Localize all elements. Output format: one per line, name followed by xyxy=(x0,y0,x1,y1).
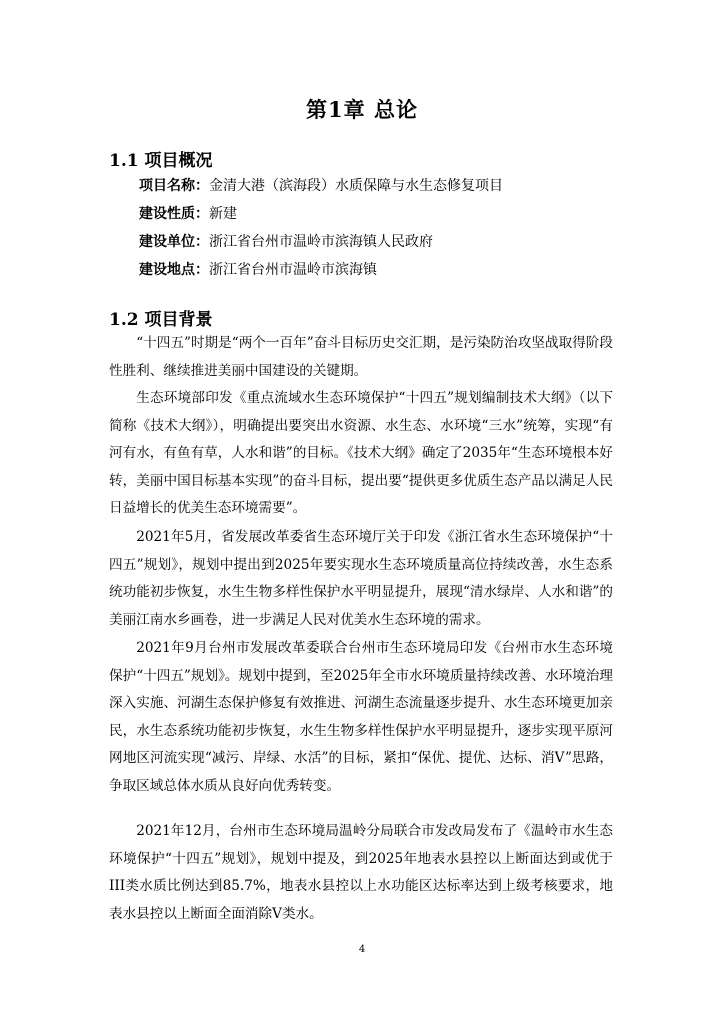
info-row-project-name xyxy=(139,176,503,196)
paragraph: 2021年9月台州市发展改革委联合台州市生态环境局印发《台州市水生态环境保护“十四五”规划》。规划中提到，至2025年全市水环境质量持续改善、水环境治理深入实施、河湖生态保护修复有效推进、河湖生态流量逐步提升、水生态环境更加亲民，水生态系统功能初步恢复，水生生物多样性保护水平明显提升，逐步实现平原河网地区河流实现“减污、岸绿、水活”的目标，紧扣“保优、提优、达标、消V”思路，争取区域总体水质从良好向优秀转变。 xyxy=(109,640,613,794)
info-label: 建设单位： xyxy=(139,234,209,250)
paragraph: 2021年5月，省发展改革委省生态环境厅关于印发《浙江省水生态环境保护“十四五”规划》，规划中提出到2025年要实现水生态环境质量高位持续改善，水生态系统功能初步恢复，水生生物多样性保护水平明显提升，展现“清水绿岸、人水和谐”的美丽江南水乡画卷，进一步满足人民对优美水生态环境的需求。 xyxy=(109,529,613,628)
info-label: 项目名称： xyxy=(139,178,209,194)
paragraph: 生态环境部印发《重点流域水生态环境保护“十四五”规划编制技术大纲》（以下简称《技术大纲》），明确提出要突出水资源、水生态、水环境“三水”统筹，实现“有河有水，有鱼有草，人水和谐”的目标。《技术大纲》确定了2035年“生态环境根本好转，美丽中国目标基本实现”的奋斗目标，提出要“提供更多优质生态产品以满足人民日益增长的优美生态环境需要”。 xyxy=(109,390,613,517)
chapter-title: 第1章 总论 xyxy=(306,97,418,122)
paragraph: “十四五”时期是“两个一百年”奋斗目标历史交汇期，是污染防治攻坚战取得阶段性胜利、继续推进美丽中国建设的关键期。 xyxy=(109,335,613,379)
section-2-title: 1.2 项目背景 xyxy=(109,310,213,330)
info-value: 浙江省台州市温岭市滨海镇人民政府 xyxy=(209,234,433,250)
info-label: 建设性质： xyxy=(139,206,209,222)
info-row-location xyxy=(139,260,377,280)
page-number: 4 xyxy=(358,944,366,955)
info-value: 金清大港（滨海段）水质保障与水生态修复项目 xyxy=(209,178,503,194)
info-value: 浙江省台州市温岭市滨海镇 xyxy=(209,262,377,278)
info-value: 新建 xyxy=(209,206,237,222)
section-1-title: 1.1 项目概况 xyxy=(109,151,213,171)
paragraph: 2021年12月，台州市生态环境局温岭分局联合市发改局发布了《温岭市水生态环境保护“十四五”规划》，规划中提及，到2025年地表水县控以上断面达到或优于III类水质比例达到85.7%，地表水县控以上水功能区达标率达到上级考核要求，地表水县控以上断面全面消除V类水。 xyxy=(109,823,613,922)
info-row-unit xyxy=(139,232,433,252)
info-label: 建设地点： xyxy=(139,262,209,278)
info-row-nature xyxy=(139,204,237,224)
